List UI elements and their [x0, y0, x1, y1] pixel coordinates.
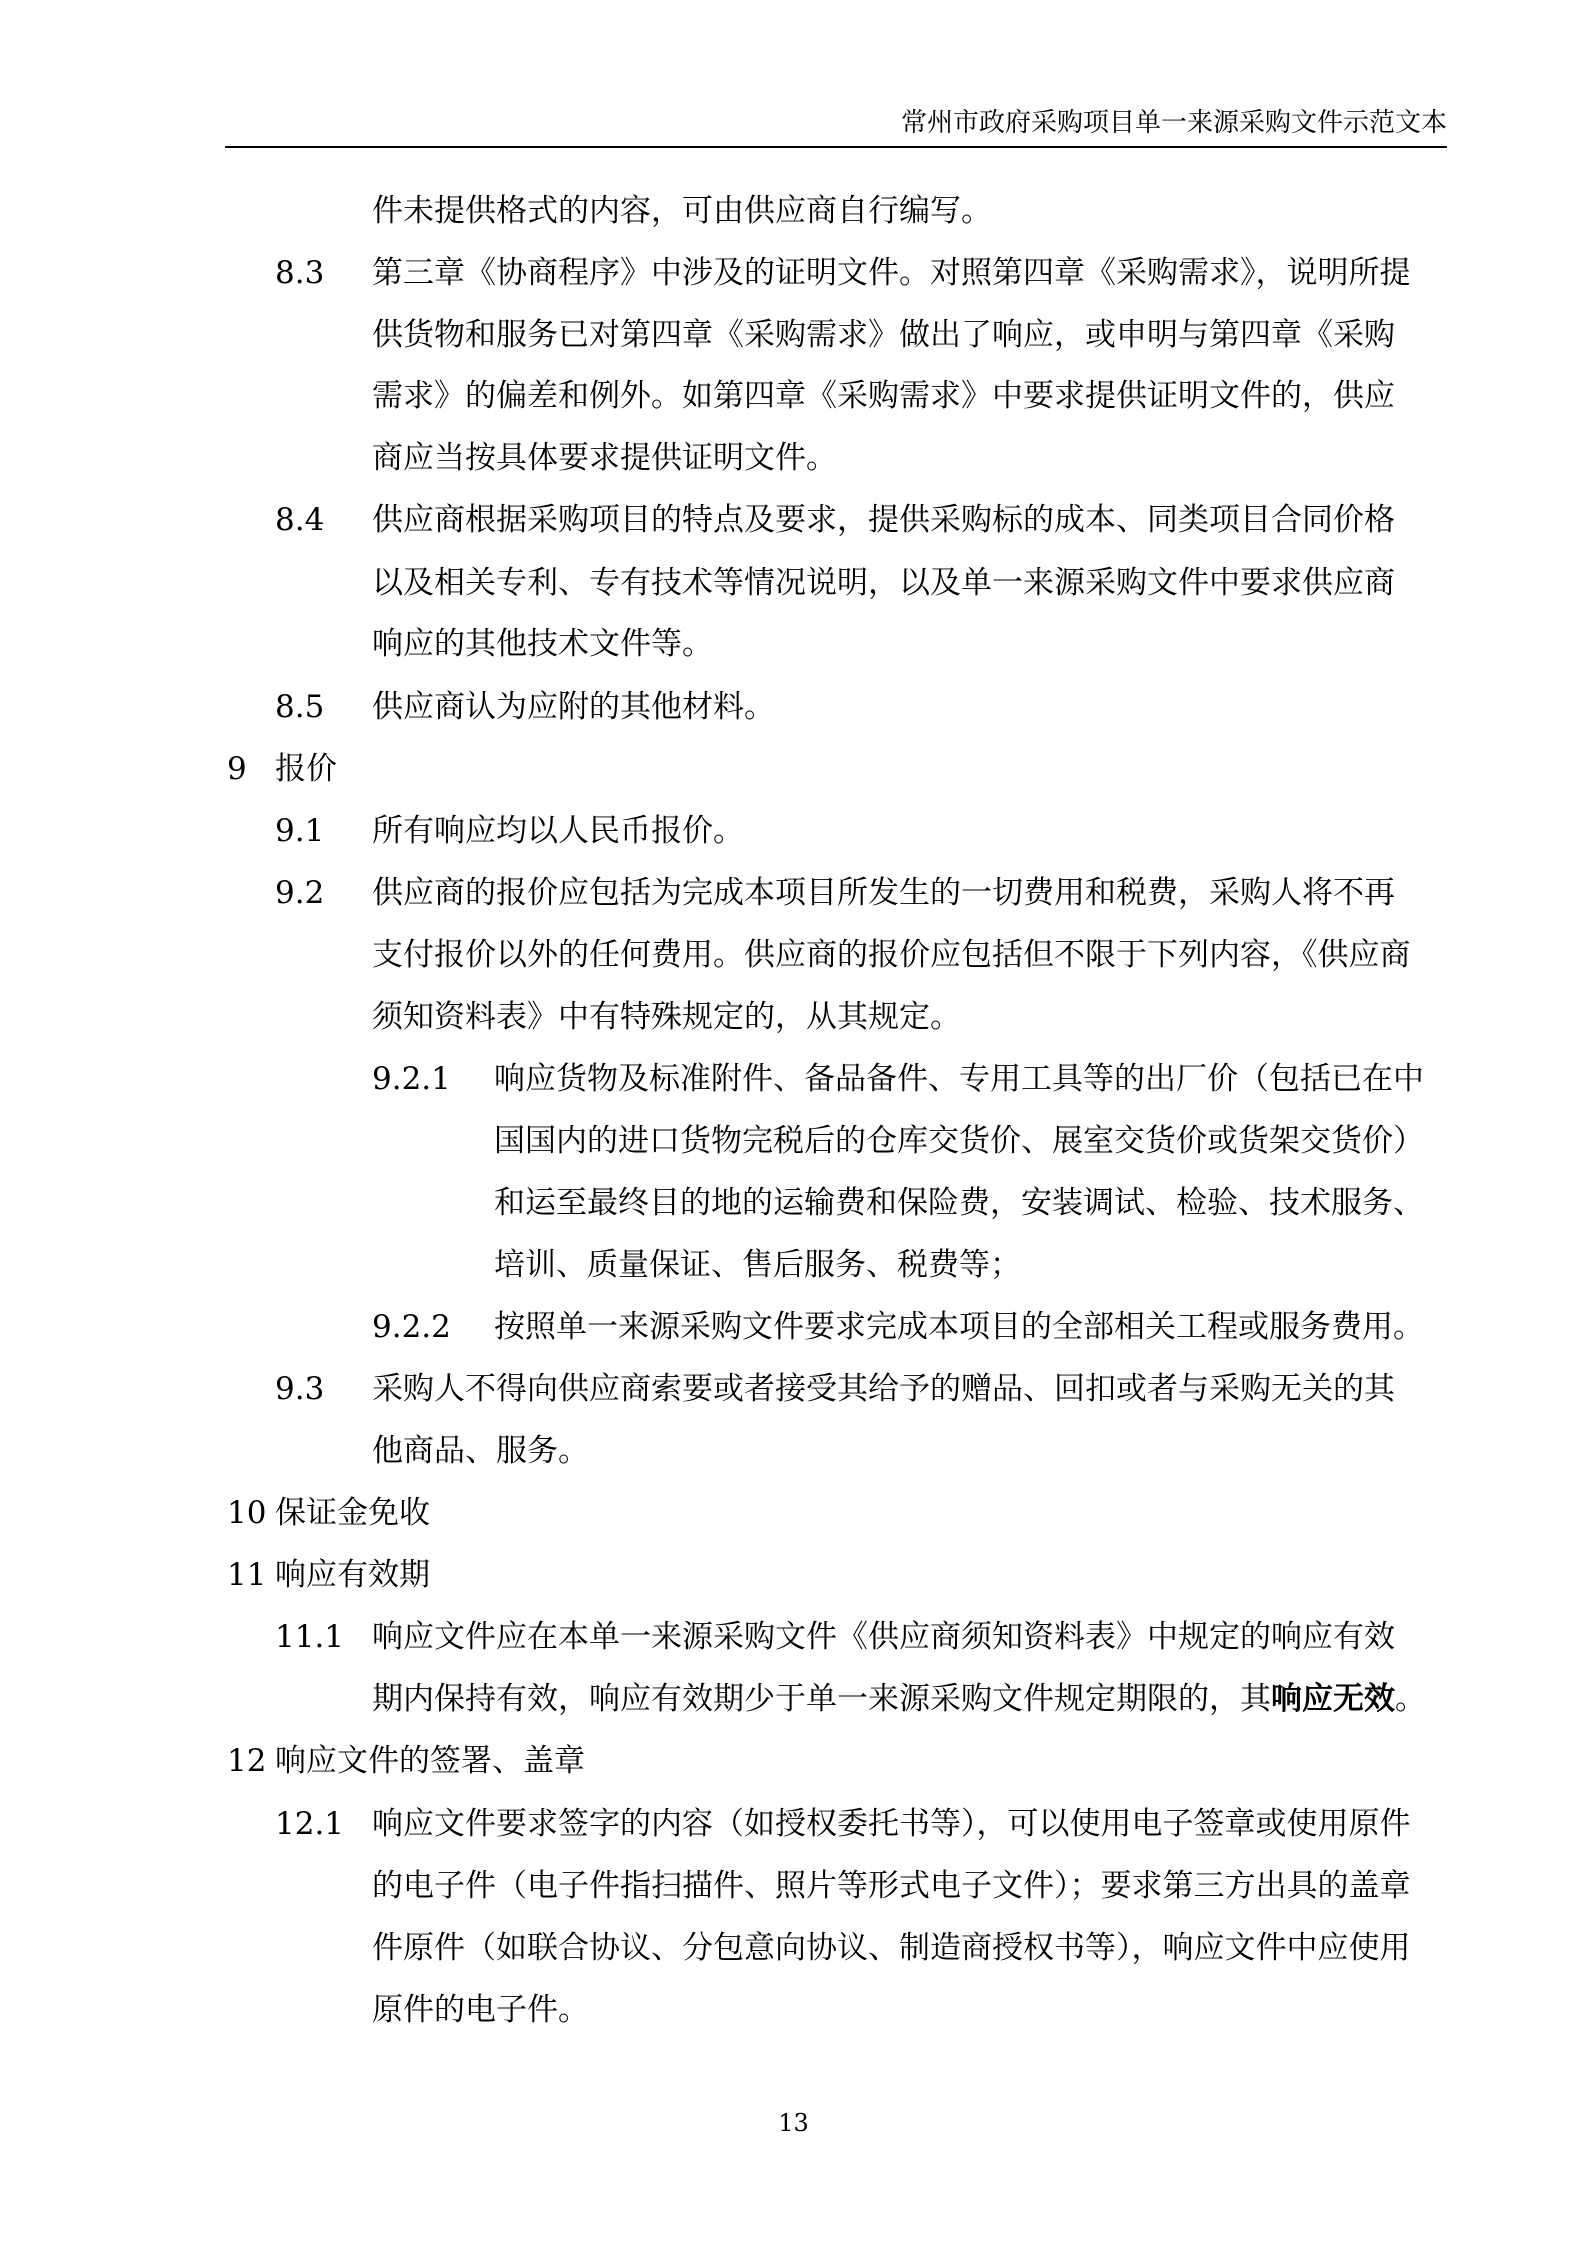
line-text: 期内保持有效，响应有效期少于单一来源采购文件规定期限的，其 — [372, 1681, 1271, 1717]
line-text: 采购人不得向供应商索要或者接受其给予的赠品、回扣或者与采购无关的其 — [372, 1371, 1395, 1407]
line-text: 所有响应均以人民币报价。 — [372, 813, 744, 849]
clause-number: 9.1 — [275, 813, 325, 849]
header-title: 常州市政府采购项目单一来源采购文件示范文本 — [900, 108, 1447, 138]
line-text: 响应文件应在本单一来源采购文件《供应商须知资料表》中规定的响应有效 — [372, 1619, 1395, 1655]
section-title: 响应有效期 — [275, 1557, 430, 1593]
line-text: 的电子件（电子件指扫描件、照片等形式电子文件）；要求第三方出具的盖章 — [372, 1868, 1411, 1904]
line-text: 响应的其他技术文件等。 — [372, 626, 713, 662]
section-title: 报价 — [275, 751, 337, 787]
section-title: 响应文件的签署、盖章 — [275, 1743, 585, 1779]
clause-number: 11.1 — [275, 1619, 345, 1655]
line-text: 按照单一来源采购文件要求完成本项目的全部相关工程或服务费用。 — [494, 1309, 1424, 1345]
line-text-with-emphasis — [372, 1679, 1426, 1719]
line-text: 和运至最终目的地的运输费和保险费，安装调试、检验、技术服务、 — [494, 1185, 1424, 1221]
line-text: 须知资料表》中有特殊规定的，从其规定。 — [372, 999, 961, 1035]
emphasis-text: 响应无效 — [1271, 1681, 1395, 1717]
line-text: 第三章《协商程序》中涉及的证明文件。对照第四章《采购需求》，说明所提 — [372, 255, 1411, 291]
clause-number: 8.3 — [275, 255, 325, 291]
line-text: 原件的电子件。 — [372, 1992, 589, 2028]
clause-number: 9.2 — [275, 875, 325, 911]
clause-number: 9.2.1 — [372, 1061, 451, 1097]
line-text: 件原件（如联合协议、分包意向协议、制造商授权书等），响应文件中应使用 — [372, 1930, 1411, 1966]
line-text: 以及相关专利、专有技术等情况说明，以及单一来源采购文件中要求供应商 — [372, 565, 1395, 601]
line-text: 供应商的报价应包括为完成本项目所发生的一切费用和税费，采购人将不再 — [372, 875, 1395, 911]
clause-number: 9.2.2 — [372, 1309, 451, 1345]
page-header — [225, 108, 1447, 148]
line-text: 供应商认为应附的其他材料。 — [372, 689, 775, 725]
clause-number: 12.1 — [275, 1806, 345, 1842]
section-number: 12 — [227, 1743, 267, 1779]
line-text: 响应货物及标准附件、备品备件、专用工具等的出厂价（包括已在中 — [494, 1061, 1424, 1097]
line-text: 需求》的偏差和例外。如第四章《采购需求》中要求提供证明文件的，供应 — [372, 378, 1395, 414]
line-text: 供货物和服务已对第四章《采购需求》做出了响应，或申明与第四章《采购 — [372, 317, 1395, 353]
line-text: 国国内的进口货物完税后的仓库交货价、展室交货价或货架交货价） — [494, 1123, 1424, 1159]
line-text: 支付报价以外的任何费用。供应商的报价应包括但不限于下列内容，《供应商 — [372, 937, 1411, 973]
page-number: 13 — [778, 2109, 809, 2137]
section-number: 9 — [227, 751, 247, 787]
clause-number: 9.3 — [275, 1371, 325, 1407]
line-text: 供应商根据采购项目的特点及要求，提供采购标的成本、同类项目合同价格 — [372, 502, 1395, 538]
line-text: 培训、质量保证、售后服务、税费等； — [494, 1247, 1021, 1283]
line-text: 他商品、服务。 — [372, 1433, 589, 1469]
line-text: 响应文件要求签字的内容（如授权委托书等），可以使用电子签章或使用原件 — [372, 1806, 1411, 1842]
clause-number: 8.4 — [275, 502, 325, 538]
line-text: 商应当按具体要求提供证明文件。 — [372, 440, 837, 476]
line-text: 件未提供格式的内容，可由供应商自行编写。 — [372, 193, 992, 229]
section-title: 保证金免收 — [275, 1495, 430, 1531]
section-number: 10 — [227, 1495, 267, 1531]
clause-number: 8.5 — [275, 689, 325, 725]
section-number: 11 — [227, 1557, 267, 1593]
line-text-end: 。 — [1395, 1681, 1426, 1717]
